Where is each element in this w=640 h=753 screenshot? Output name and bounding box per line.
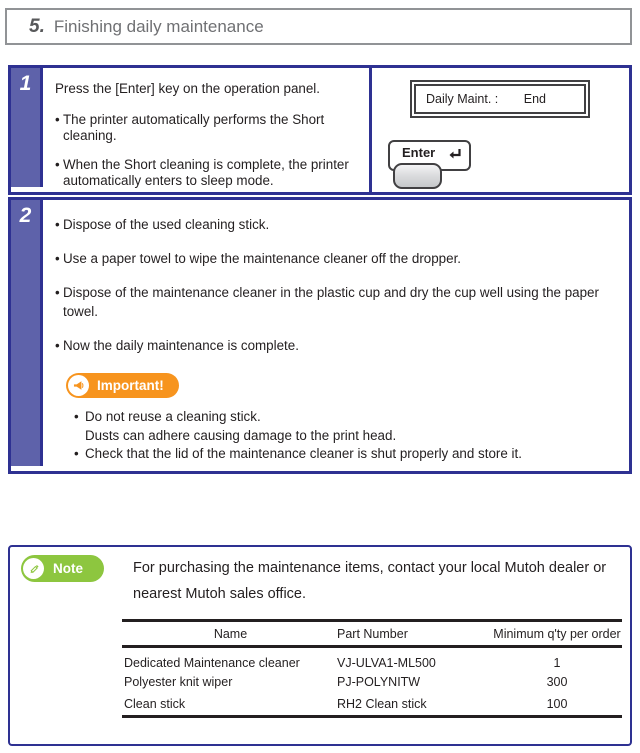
note-badge-label: Note bbox=[53, 561, 83, 576]
item-min-qty: 300 bbox=[546, 674, 568, 689]
megaphone-icon bbox=[68, 375, 89, 396]
step-1-number: 1 bbox=[19, 72, 32, 95]
item-part-number: PJ-POLYNITW bbox=[337, 674, 421, 689]
step-1-instruction: Press the [Enter] key on the operation panel. bbox=[55, 81, 321, 96]
table-row bbox=[122, 693, 622, 716]
important-item: • Check that the lid of the maintenance cleaner is shut properly and store it. bbox=[74, 445, 629, 464]
item-min-qty: 1 bbox=[553, 656, 561, 670]
section-number: 5. bbox=[29, 15, 45, 37]
operation-panel-display bbox=[410, 80, 590, 118]
enter-key-button bbox=[393, 163, 442, 189]
table-header-row bbox=[122, 621, 622, 647]
step-1-content bbox=[55, 81, 373, 189]
step-2-number-column bbox=[11, 200, 43, 466]
return-arrow-icon bbox=[446, 147, 462, 167]
item-name: Dedicated Maintenance cleaner bbox=[124, 656, 300, 670]
important-list bbox=[74, 408, 629, 464]
table-header-name: Name bbox=[213, 626, 248, 641]
table-row bbox=[122, 647, 622, 671]
display-label: Daily Maint. : bbox=[426, 92, 499, 106]
note-panel bbox=[8, 545, 632, 746]
item-part-number: RH2 Clean stick bbox=[337, 696, 427, 711]
step-2-bullet: • Now the daily maintenance is complete. bbox=[55, 336, 629, 355]
section-header bbox=[5, 8, 632, 45]
important-badge-label: Important! bbox=[97, 378, 164, 393]
item-min-qty: 100 bbox=[546, 696, 568, 711]
table-header-part-number: Part Number bbox=[337, 626, 408, 641]
step-2-box bbox=[8, 197, 632, 474]
step-1-bullet: • When the Short cleaning is complete, the printer automatically enters to sleep mode. bbox=[55, 157, 373, 189]
table-header-min-qty: Minimum q'ty per order bbox=[493, 626, 621, 641]
step-2-content bbox=[55, 215, 629, 464]
display-value: End bbox=[523, 92, 546, 106]
item-part-number: VJ-ULVA1-ML500 bbox=[337, 656, 436, 670]
pencil-icon bbox=[23, 558, 44, 579]
step-2-number: 2 bbox=[19, 204, 32, 227]
step-2-bullet: • Use a paper towel to wipe the maintenance cleaner off the dropper. bbox=[55, 249, 629, 268]
enter-key-illustration bbox=[388, 140, 471, 171]
step-1-illustration bbox=[369, 68, 629, 192]
step-2-bullet: • Dispose of the maintenance cleaner in the plastic cup and dry the cup well using the paper towel. bbox=[55, 283, 629, 321]
enter-key-label: Enter bbox=[402, 145, 436, 160]
important-item: • Do not reuse a cleaning stick. bbox=[74, 408, 629, 427]
maintenance-items-table bbox=[122, 619, 622, 718]
operation-panel-display-screen bbox=[414, 84, 586, 114]
item-name: Polyester knit wiper bbox=[124, 674, 233, 689]
table-row bbox=[122, 670, 622, 693]
note-text: For purchasing the maintenance items, contact your local Mutoh dealer or nearest Mutoh sales office. bbox=[133, 560, 607, 602]
important-item-sub: Dusts can adhere causing damage to the print head. bbox=[85, 427, 397, 443]
note-badge bbox=[21, 555, 104, 582]
step-2-bullet: • Dispose of the used cleaning stick. bbox=[55, 215, 629, 234]
step-1-number-column bbox=[11, 68, 43, 187]
step-1-box bbox=[8, 65, 632, 195]
step-1-bullet: • The printer automatically performs the Short cleaning. bbox=[55, 112, 373, 144]
important-badge bbox=[66, 373, 179, 398]
section-title: Finishing daily maintenance bbox=[53, 16, 264, 36]
item-name: Clean stick bbox=[124, 696, 186, 711]
